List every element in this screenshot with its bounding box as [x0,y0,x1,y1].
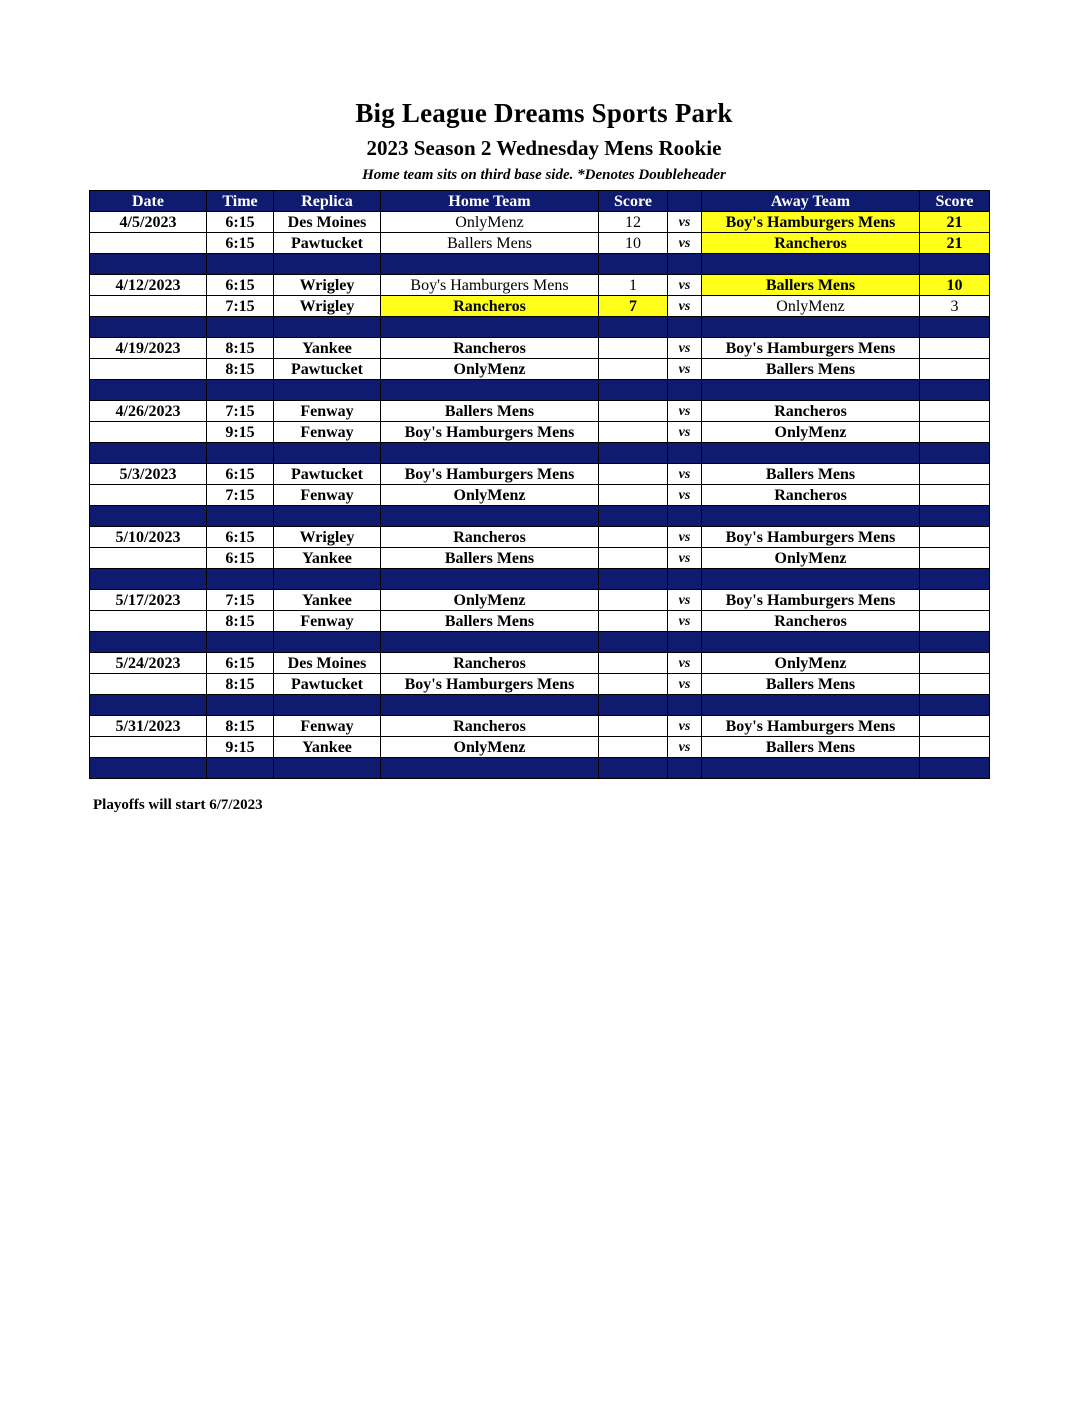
separator-cell [207,254,274,275]
away-score [920,611,990,632]
home-team: Rancheros [381,716,599,737]
away-team: Boy's Hamburgers Mens [702,590,920,611]
vs-label: vs [668,653,702,674]
game-time: 6:15 [207,233,274,254]
separator-cell [381,695,599,716]
home-team: Ballers Mens [381,233,599,254]
home-score [599,653,668,674]
week-separator [90,695,990,716]
table-row [90,212,990,233]
home-score [599,611,668,632]
week-separator [90,632,990,653]
game-replica: Des Moines [274,653,381,674]
away-team: OnlyMenz [702,296,920,317]
game-date: 4/12/2023 [90,275,207,296]
col-away-team-header: Away Team [702,191,920,212]
home-team: Ballers Mens [381,401,599,422]
table-row [90,590,990,611]
game-replica: Pawtucket [274,674,381,695]
game-time: 6:15 [207,212,274,233]
separator-cell [274,506,381,527]
week-separator [90,317,990,338]
vs-label: vs [668,233,702,254]
separator-cell [381,254,599,275]
table-row [90,401,990,422]
game-time: 7:15 [207,296,274,317]
game-time: 7:15 [207,401,274,422]
separator-cell [207,380,274,401]
game-replica: Yankee [274,737,381,758]
table-row [90,548,990,569]
away-score [920,716,990,737]
col-vs-header [668,191,702,212]
home-team: OnlyMenz [381,359,599,380]
table-row [90,338,990,359]
separator-cell [920,443,990,464]
vs-label: vs [668,716,702,737]
game-time: 8:15 [207,674,274,695]
away-team: OnlyMenz [702,548,920,569]
home-team: Rancheros [381,338,599,359]
home-team: OnlyMenz [381,590,599,611]
home-team: OnlyMenz [381,737,599,758]
table-row [90,422,990,443]
separator-cell [920,380,990,401]
home-team: Ballers Mens [381,611,599,632]
game-time: 8:15 [207,716,274,737]
home-score [599,359,668,380]
home-score [599,464,668,485]
away-score [920,548,990,569]
separator-cell [702,506,920,527]
table-row [90,674,990,695]
home-score: 1 [599,275,668,296]
separator-cell [90,254,207,275]
separator-cell [207,758,274,779]
separator-cell [274,569,381,590]
separator-cell [381,632,599,653]
game-date: 5/10/2023 [90,527,207,548]
away-score [920,338,990,359]
away-team: Boy's Hamburgers Mens [702,212,920,233]
col-date-header: Date [90,191,207,212]
separator-cell [90,695,207,716]
separator-cell [920,758,990,779]
separator-cell [207,443,274,464]
away-score [920,653,990,674]
away-team: Ballers Mens [702,359,920,380]
col-home-team-header: Home Team [381,191,599,212]
week-separator [90,758,990,779]
header-row [90,191,990,212]
vs-label: vs [668,590,702,611]
vs-label: vs [668,674,702,695]
separator-cell [381,569,599,590]
vs-label: vs [668,464,702,485]
game-time: 8:15 [207,338,274,359]
game-date: 5/3/2023 [90,464,207,485]
home-score [599,485,668,506]
separator-cell [599,695,668,716]
away-score [920,464,990,485]
home-team: OnlyMenz [381,212,599,233]
home-score: 12 [599,212,668,233]
home-score [599,674,668,695]
vs-label: vs [668,422,702,443]
game-replica: Yankee [274,338,381,359]
separator-cell [207,632,274,653]
separator-cell [668,569,702,590]
game-replica: Wrigley [274,527,381,548]
home-team: Boy's Hamburgers Mens [381,464,599,485]
vs-label: vs [668,611,702,632]
away-score [920,737,990,758]
page-title: Big League Dreams Sports Park [355,98,733,128]
separator-cell [920,695,990,716]
week-separator [90,380,990,401]
game-time: 6:15 [207,548,274,569]
separator-cell [668,506,702,527]
away-score [920,485,990,506]
separator-cell [668,380,702,401]
game-replica: Wrigley [274,296,381,317]
game-replica: Yankee [274,590,381,611]
home-team: Rancheros [381,527,599,548]
away-score [920,527,990,548]
table-row [90,653,990,674]
table-row [90,485,990,506]
game-time: 9:15 [207,422,274,443]
table-row [90,359,990,380]
separator-cell [920,317,990,338]
away-team: Rancheros [702,485,920,506]
game-time: 6:15 [207,653,274,674]
week-separator [90,443,990,464]
home-team: Rancheros [381,296,599,317]
vs-label: vs [668,485,702,506]
separator-cell [599,380,668,401]
separator-cell [90,317,207,338]
separator-cell [920,506,990,527]
game-replica: Fenway [274,401,381,422]
game-replica: Pawtucket [274,464,381,485]
separator-cell [274,758,381,779]
separator-cell [90,758,207,779]
separator-cell [274,254,381,275]
home-score [599,548,668,569]
schedule-note: Home team sits on third base side. *Denotes Doubleheader [362,167,726,183]
separator-cell [920,632,990,653]
game-time: 6:15 [207,464,274,485]
home-team: Rancheros [381,653,599,674]
game-date [90,674,207,695]
separator-cell [920,569,990,590]
home-score [599,716,668,737]
separator-cell [668,695,702,716]
page-subtitle: 2023 Season 2 Wednesday Mens Rookie [366,136,722,160]
away-score: 10 [920,275,990,296]
home-score [599,401,668,422]
vs-label: vs [668,212,702,233]
game-replica: Pawtucket [274,233,381,254]
game-date [90,233,207,254]
game-time: 9:15 [207,737,274,758]
table-row [90,716,990,737]
table-row [90,464,990,485]
game-replica: Wrigley [274,275,381,296]
playoffs-note: Playoffs will start 6/7/2023 [93,797,263,813]
separator-cell [599,254,668,275]
vs-label: vs [668,737,702,758]
away-score: 21 [920,212,990,233]
separator-cell [381,443,599,464]
game-date [90,422,207,443]
separator-cell [90,569,207,590]
separator-cell [702,254,920,275]
separator-cell [702,317,920,338]
table-row [90,275,990,296]
vs-label: vs [668,338,702,359]
separator-cell [274,695,381,716]
vs-label: vs [668,527,702,548]
separator-cell [90,380,207,401]
home-team: Ballers Mens [381,548,599,569]
game-replica: Pawtucket [274,359,381,380]
away-team: Rancheros [702,611,920,632]
week-separator [90,254,990,275]
away-team: OnlyMenz [702,422,920,443]
vs-label: vs [668,275,702,296]
separator-cell [381,317,599,338]
separator-cell [668,317,702,338]
game-date: 4/26/2023 [90,401,207,422]
week-separator [90,506,990,527]
game-date: 5/24/2023 [90,653,207,674]
vs-label: vs [668,296,702,317]
schedule-table [89,190,990,779]
separator-cell [274,317,381,338]
separator-cell [702,569,920,590]
away-team: Boy's Hamburgers Mens [702,716,920,737]
away-score [920,590,990,611]
game-time: 7:15 [207,590,274,611]
separator-cell [668,254,702,275]
home-team: OnlyMenz [381,485,599,506]
away-score [920,674,990,695]
separator-cell [599,632,668,653]
home-score: 10 [599,233,668,254]
col-time-header: Time [207,191,274,212]
home-score [599,527,668,548]
away-team: OnlyMenz [702,653,920,674]
away-team: Ballers Mens [702,275,920,296]
away-team: Ballers Mens [702,737,920,758]
game-replica: Des Moines [274,212,381,233]
separator-cell [207,317,274,338]
game-date [90,485,207,506]
table-row [90,611,990,632]
separator-cell [207,569,274,590]
game-time: 6:15 [207,275,274,296]
home-team: Boy's Hamburgers Mens [381,275,599,296]
away-team: Rancheros [702,401,920,422]
separator-cell [599,443,668,464]
game-date: 4/19/2023 [90,338,207,359]
game-date [90,296,207,317]
game-date: 4/5/2023 [90,212,207,233]
game-date [90,737,207,758]
game-date [90,548,207,569]
col-replica-header: Replica [274,191,381,212]
home-team: Boy's Hamburgers Mens [381,674,599,695]
separator-cell [90,632,207,653]
home-score [599,737,668,758]
away-team: Ballers Mens [702,674,920,695]
vs-label: vs [668,359,702,380]
week-separator [90,569,990,590]
schedule-body [90,212,990,779]
game-date [90,611,207,632]
separator-cell [381,758,599,779]
separator-cell [274,380,381,401]
away-team: Boy's Hamburgers Mens [702,527,920,548]
table-row [90,737,990,758]
separator-cell [702,380,920,401]
vs-label: vs [668,548,702,569]
game-date [90,359,207,380]
separator-cell [920,254,990,275]
separator-cell [599,569,668,590]
away-score [920,359,990,380]
away-team: Rancheros [702,233,920,254]
separator-cell [599,317,668,338]
separator-cell [381,380,599,401]
home-team: Boy's Hamburgers Mens [381,422,599,443]
game-replica: Yankee [274,548,381,569]
separator-cell [702,443,920,464]
game-replica: Fenway [274,716,381,737]
separator-cell [207,695,274,716]
table-row [90,233,990,254]
home-score [599,422,668,443]
game-time: 7:15 [207,485,274,506]
home-score [599,590,668,611]
game-time: 8:15 [207,359,274,380]
game-date: 5/31/2023 [90,716,207,737]
away-score [920,422,990,443]
game-date: 5/17/2023 [90,590,207,611]
away-team: Boy's Hamburgers Mens [702,338,920,359]
table-row [90,527,990,548]
separator-cell [599,758,668,779]
separator-cell [207,506,274,527]
away-score: 3 [920,296,990,317]
col-away-score-header: Score [920,191,990,212]
game-time: 6:15 [207,527,274,548]
separator-cell [702,695,920,716]
separator-cell [381,506,599,527]
away-score [920,401,990,422]
separator-cell [668,632,702,653]
separator-cell [90,506,207,527]
home-score: 7 [599,296,668,317]
separator-cell [274,632,381,653]
game-replica: Fenway [274,422,381,443]
game-replica: Fenway [274,485,381,506]
separator-cell [668,758,702,779]
game-replica: Fenway [274,611,381,632]
away-team: Ballers Mens [702,464,920,485]
vs-label: vs [668,401,702,422]
separator-cell [274,443,381,464]
away-score: 21 [920,233,990,254]
separator-cell [599,506,668,527]
separator-cell [702,758,920,779]
table-row [90,296,990,317]
separator-cell [668,443,702,464]
home-score [599,338,668,359]
col-home-score-header: Score [599,191,668,212]
game-time: 8:15 [207,611,274,632]
separator-cell [90,443,207,464]
separator-cell [702,632,920,653]
